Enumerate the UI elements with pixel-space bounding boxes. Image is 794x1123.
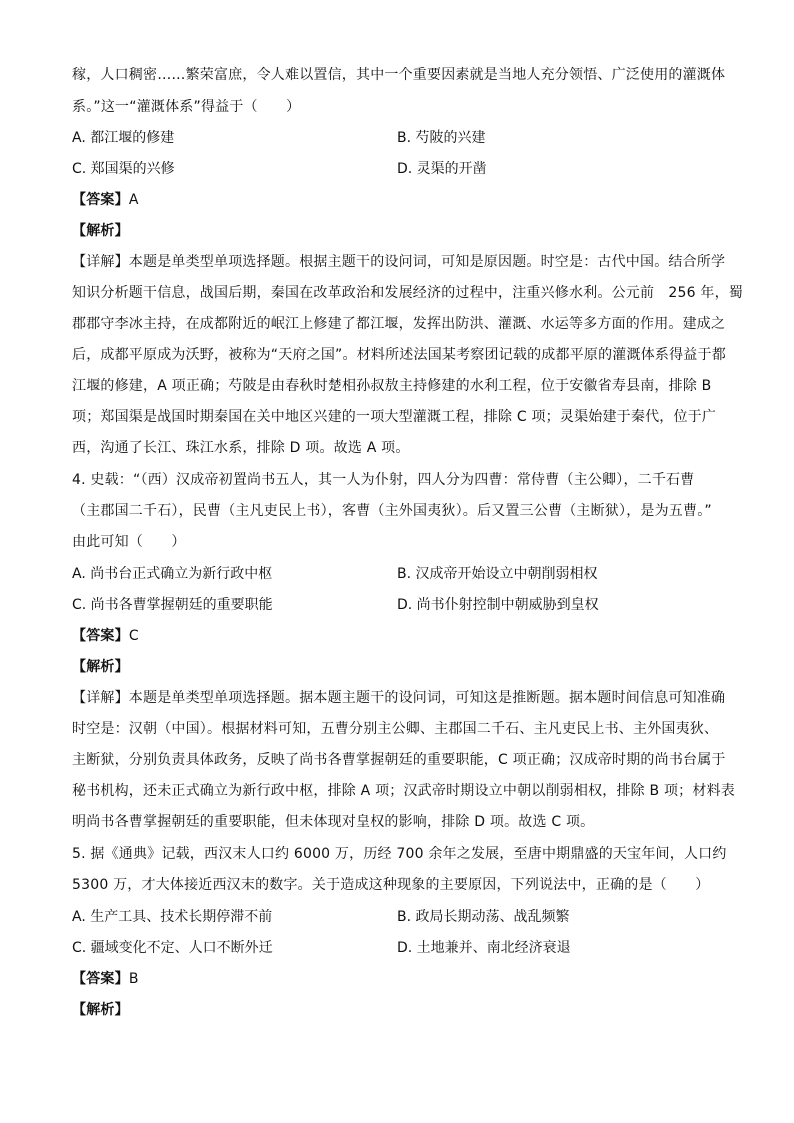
q4-option-a: A. 尚书台正式确立为新行政中枢 bbox=[72, 566, 273, 582]
q5-answer-row bbox=[72, 970, 139, 988]
q5-answer-tag: 【答案】 bbox=[72, 971, 129, 987]
q3-analysis-tag: 【解析】 bbox=[72, 223, 129, 239]
q4-detail-line-1: 【详解】本题是单类型单项选择题。据本题主题干的设问词，可知这是推断题。据本题时间信息可知准确 bbox=[72, 690, 726, 706]
q5-option-a: A. 生产工具、技术长期停滞不前 bbox=[72, 909, 273, 925]
q5-option-d: D. 土地兼并、南北经济衰退 bbox=[397, 940, 571, 956]
q4-option-d: D. 尚书仆射控制中朝威胁到皇权 bbox=[397, 597, 599, 613]
q4-detail-line-4: 秘书机构，还未正式确立为新行政中枢，排除 A 项；汉武帝时期设立中朝以削弱相权，排除 B 项；材料表 bbox=[72, 783, 735, 799]
q3-option-a: A. 都江堰的修建 bbox=[72, 130, 175, 146]
q3-detail-line-4: 后，成都平原成为沃野，被称为“天府之国”。材料所述法国某考察团记载的成都平原的灌溉体系得益于都 bbox=[72, 347, 726, 363]
q3-detail-line-7: 西，沟通了长江、珠江水系，排除 D 项。故选 A 项。 bbox=[72, 440, 410, 456]
q3-answer-row bbox=[72, 191, 139, 209]
q4-option-c: C. 尚书各曹掌握朝廷的重要职能 bbox=[72, 597, 273, 613]
q5-option-c: C. 疆域变化不定、人口不断外迁 bbox=[72, 940, 273, 956]
q3-detail-line-1: 【详解】本题是单类型单项选择题。根据主题干的设问词，可知是原因题。时空是：古代中国。结合所学 bbox=[72, 254, 726, 270]
q4-answer-tag: 【答案】 bbox=[72, 628, 129, 644]
q3-detail-line-6: 项；郑国渠是战国时期秦国在关中地区兴建的一项大型灌溉工程，排除 C 项；灵渠始建于秦代，位于广 bbox=[72, 409, 717, 425]
q3-detail-line-2: 知识分析题干信息，战国后期，秦国在改革政治和发展经济的过程中，注重兴修水利。公元前 256 年，蜀 bbox=[72, 285, 743, 301]
q4-stem-line-2: （主郡国二千石），民曹（主凡吏民上书），客曹（主外国夷狄）。后又置三公曹（主断狱），是为五曹。” bbox=[72, 503, 712, 519]
q4-option-b: B. 汉成帝开始设立中朝削弱相权 bbox=[397, 566, 598, 582]
q4-answer-row bbox=[72, 627, 139, 645]
q4-detail-line-3: 主断狱，分别负责具体政务，反映了尚书各曹掌握朝廷的重要职能，C 项正确；汉成帝时期的尚书台属于 bbox=[72, 752, 726, 768]
q4-answer-value: C bbox=[128, 628, 139, 644]
q3-detail-line-3: 郡郡守李冰主持，在成都附近的岷江上修建了都江堰，发挥出防洪、灌溉、水运等多方面的作用。建成之 bbox=[72, 316, 726, 332]
q4-detail-line-2: 时空是：汉朝（中国）。根据材料可知，五曹分别主公卿、主郡国二千石、主凡吏民上书、主外国夷狄、 bbox=[72, 721, 719, 737]
q5-stem-line-2: 5300 万，才大体接近西汉末的数字。关于造成这种现象的主要原因，下列说法中，正确的是（ ） bbox=[72, 877, 710, 893]
q3-stem-line-2: 系。”这一“灌溉体系”得益于（ ） bbox=[72, 99, 301, 115]
q5-stem-line-1: 5. 据《通典》记载，西汉末人口约 6000 万，历经 700 余年之发展，至唐中期鼎盛的天宝年间，人口约 bbox=[72, 846, 727, 862]
q3-detail-line-5: 江堰的修建，A 项正确；芍陂是由春秋时楚相孙叔敖主持修建的水利工程，位于安徽省寿县南，排除 B bbox=[72, 378, 712, 394]
q4-analysis-tag: 【解析】 bbox=[72, 659, 129, 675]
q4-stem-line-1: 4. 史载：“（西）汉成帝初置尚书五人，其一人为仆射，四人分为四曹：常侍曹（主公卿），二千石曹 bbox=[72, 472, 695, 488]
q3-option-c: C. 郑国渠的兴修 bbox=[72, 161, 175, 177]
q4-detail-line-5: 明尚书各曹掌握朝廷的重要职能，但未体现对皇权的影响，排除 D 项。故选 C 项。 bbox=[72, 814, 595, 830]
q3-option-d: D. 灵渠的开凿 bbox=[397, 161, 487, 177]
q3-answer-value: A bbox=[128, 192, 139, 208]
q5-option-b: B. 政局长期动荡、战乱频繁 bbox=[397, 909, 570, 925]
q3-answer-tag: 【答案】 bbox=[72, 192, 129, 208]
q4-stem-line-3: 由此可知（ ） bbox=[72, 534, 186, 550]
q5-answer-value: B bbox=[128, 971, 139, 987]
q3-stem-line-1: 稼，人口稠密……繁荣富庶，令人难以置信，其中一个重要因素就是当地人充分领悟、广泛使用的灌溉体 bbox=[72, 67, 726, 83]
q5-analysis-tag: 【解析】 bbox=[72, 1002, 129, 1018]
q3-option-b: B. 芍陂的兴建 bbox=[397, 130, 486, 146]
